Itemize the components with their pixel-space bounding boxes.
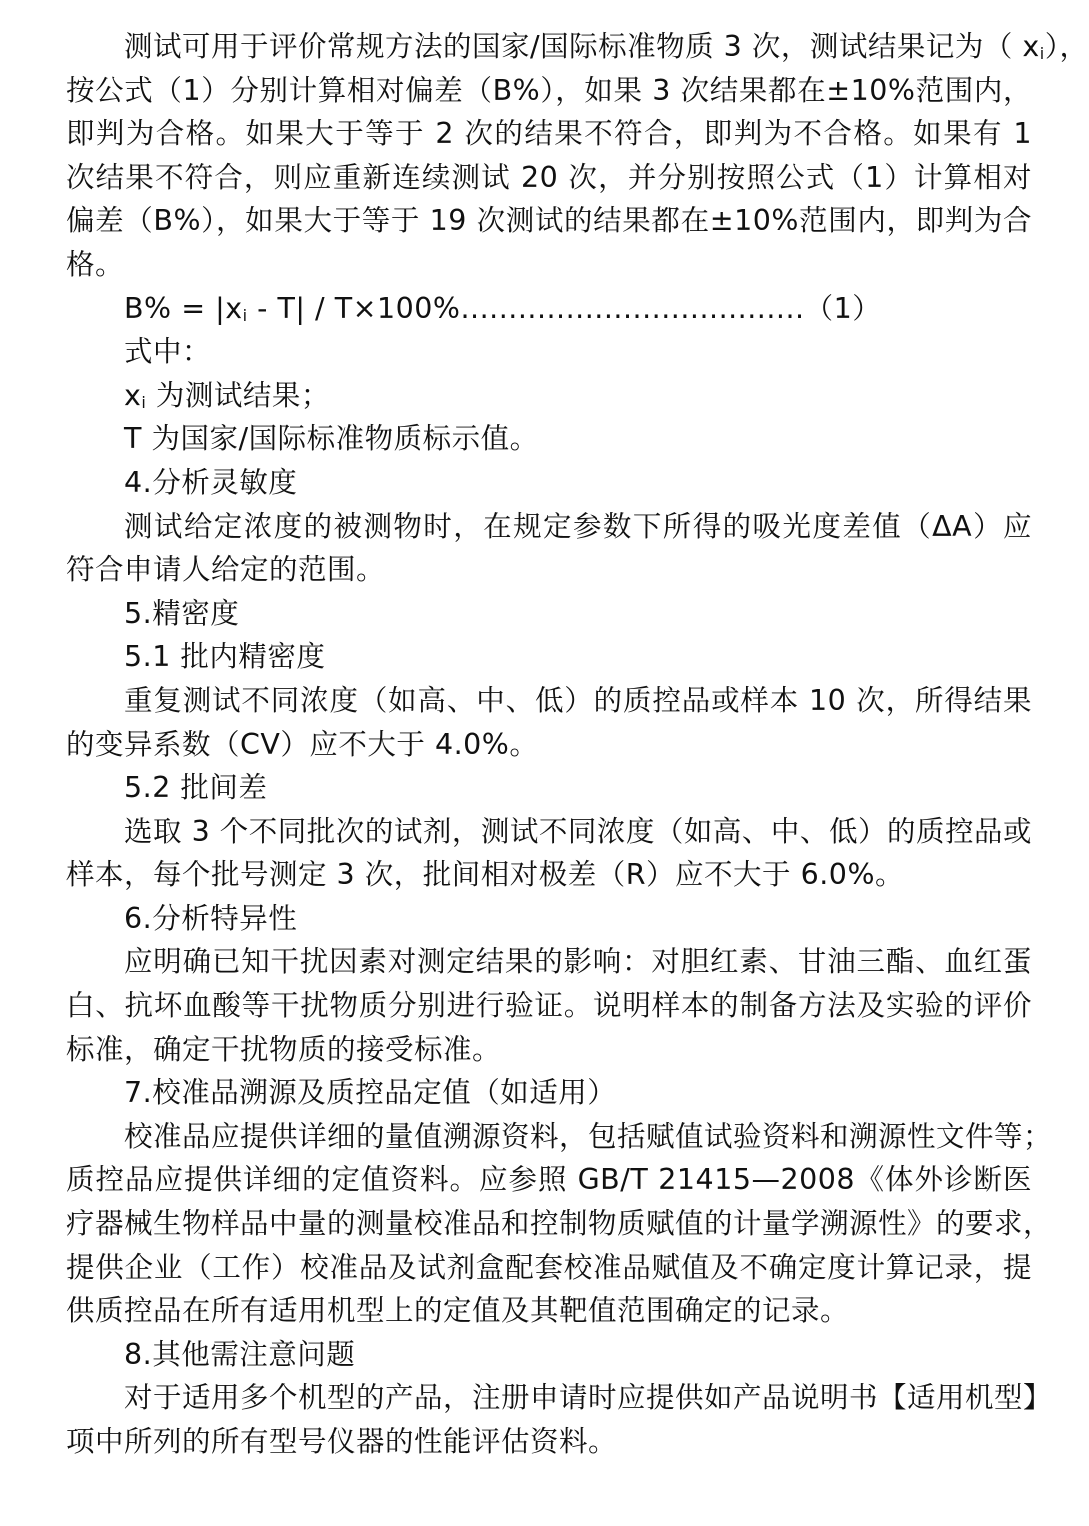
paragraph-line: 偏差（B%），如果大于等于 19 次测试的结果都在±10%范围内，即判为合	[66, 204, 1032, 238]
paragraph-line: 疗器械生物样品中量的测量校准品和控制物质赋值的计量学溯源性》的要求，	[66, 1207, 1053, 1241]
paragraph-line: 提供企业（工作）校准品及试剂盒配套校准品赋值及不确定度计算记录，提	[66, 1250, 1032, 1284]
paragraph-line: 项中所列的所有型号仪器的性能评估资料。	[66, 1425, 618, 1458]
paragraph-line: 次结果不符合，则应重新连续测试 20 次，并分别按照公式（1）计算相对	[66, 160, 1032, 194]
section-heading: 5.精密度	[124, 596, 240, 630]
subsection-heading: 5.1 批内精密度	[124, 640, 326, 674]
subsection-heading: 5.2 批间差	[124, 771, 268, 805]
paragraph-line: 按公式（1）分别计算相对偏差（B%），如果 3 次结果都在±10%范围内，	[66, 73, 1032, 107]
section-heading: 8.其他需注意问题	[124, 1337, 356, 1371]
paragraph-line: 质控品应提供详细的定值资料。应参照 GB/T 21415—2008《体外诊断医	[66, 1163, 1032, 1197]
paragraph-line: 即判为合格。如果大于等于 2 次的结果不符合，即判为不合格。如果有 1	[66, 117, 1032, 151]
paragraph-line: 选取 3 个不同批次的试剂，测试不同浓度（如高、中、低）的质控品或	[124, 814, 1032, 848]
section-heading: 6.分析特异性	[124, 901, 298, 935]
paragraph-line: 样本，每个批号测定 3 次，批间相对极差（R）应不大于 6.0%。	[66, 858, 905, 892]
formula: $B\% = |x_i - T| / T\times 100\%....................................(1)$	[124, 291, 882, 325]
section-heading: 4.分析灵敏度	[124, 465, 298, 499]
paragraph-line: 格。	[66, 247, 125, 281]
formula-legend-item: $x_i$ 为测试结果；	[124, 378, 330, 412]
paragraph-line: 符合申请人给定的范围。	[66, 553, 386, 587]
paragraph-line: 应明确已知干扰因素对测定结果的影响：对胆红素、甘油三酯、血红蛋	[124, 945, 1032, 979]
paragraph-line: 对于适用多个机型的产品，注册申请时应提供如产品说明书【适用机型】	[124, 1381, 1053, 1415]
paragraph-line: 标准，确定干扰物质的接受标准。	[66, 1032, 502, 1066]
formula-legend-title: 式中：	[124, 335, 212, 369]
paragraph-line: 供质控品在所有适用机型上的定值及其靶值范围确定的记录。	[66, 1294, 850, 1328]
paragraph-line: 测试可用于评价常规方法的国家/国际标准物质 3 次，测试结果记为（ $x_i$），	[124, 30, 1089, 63]
formula-legend-item: T 为国家/国际标准物质标示值。	[124, 422, 539, 456]
paragraph-line: 重复测试不同浓度（如高、中、低）的质控品或样本 10 次，所得结果	[124, 683, 1032, 717]
section-heading: 7.校准品溯源及质控品定值（如适用）	[124, 1076, 617, 1110]
paragraph-line: 白、抗坏血酸等干扰物质分别进行验证。说明样本的制备方法及实验的评价	[66, 989, 1032, 1023]
paragraph-line: 的变异系数（CV）应不大于 4.0%。	[66, 727, 539, 761]
paragraph-line: 测试给定浓度的被测物时，在规定参数下所得的吸光度差值（ΔA）应	[124, 509, 1032, 543]
paragraph-line: 校准品应提供详细的量值溯源资料，包括赋值试验资料和溯源性文件等；	[124, 1119, 1053, 1153]
